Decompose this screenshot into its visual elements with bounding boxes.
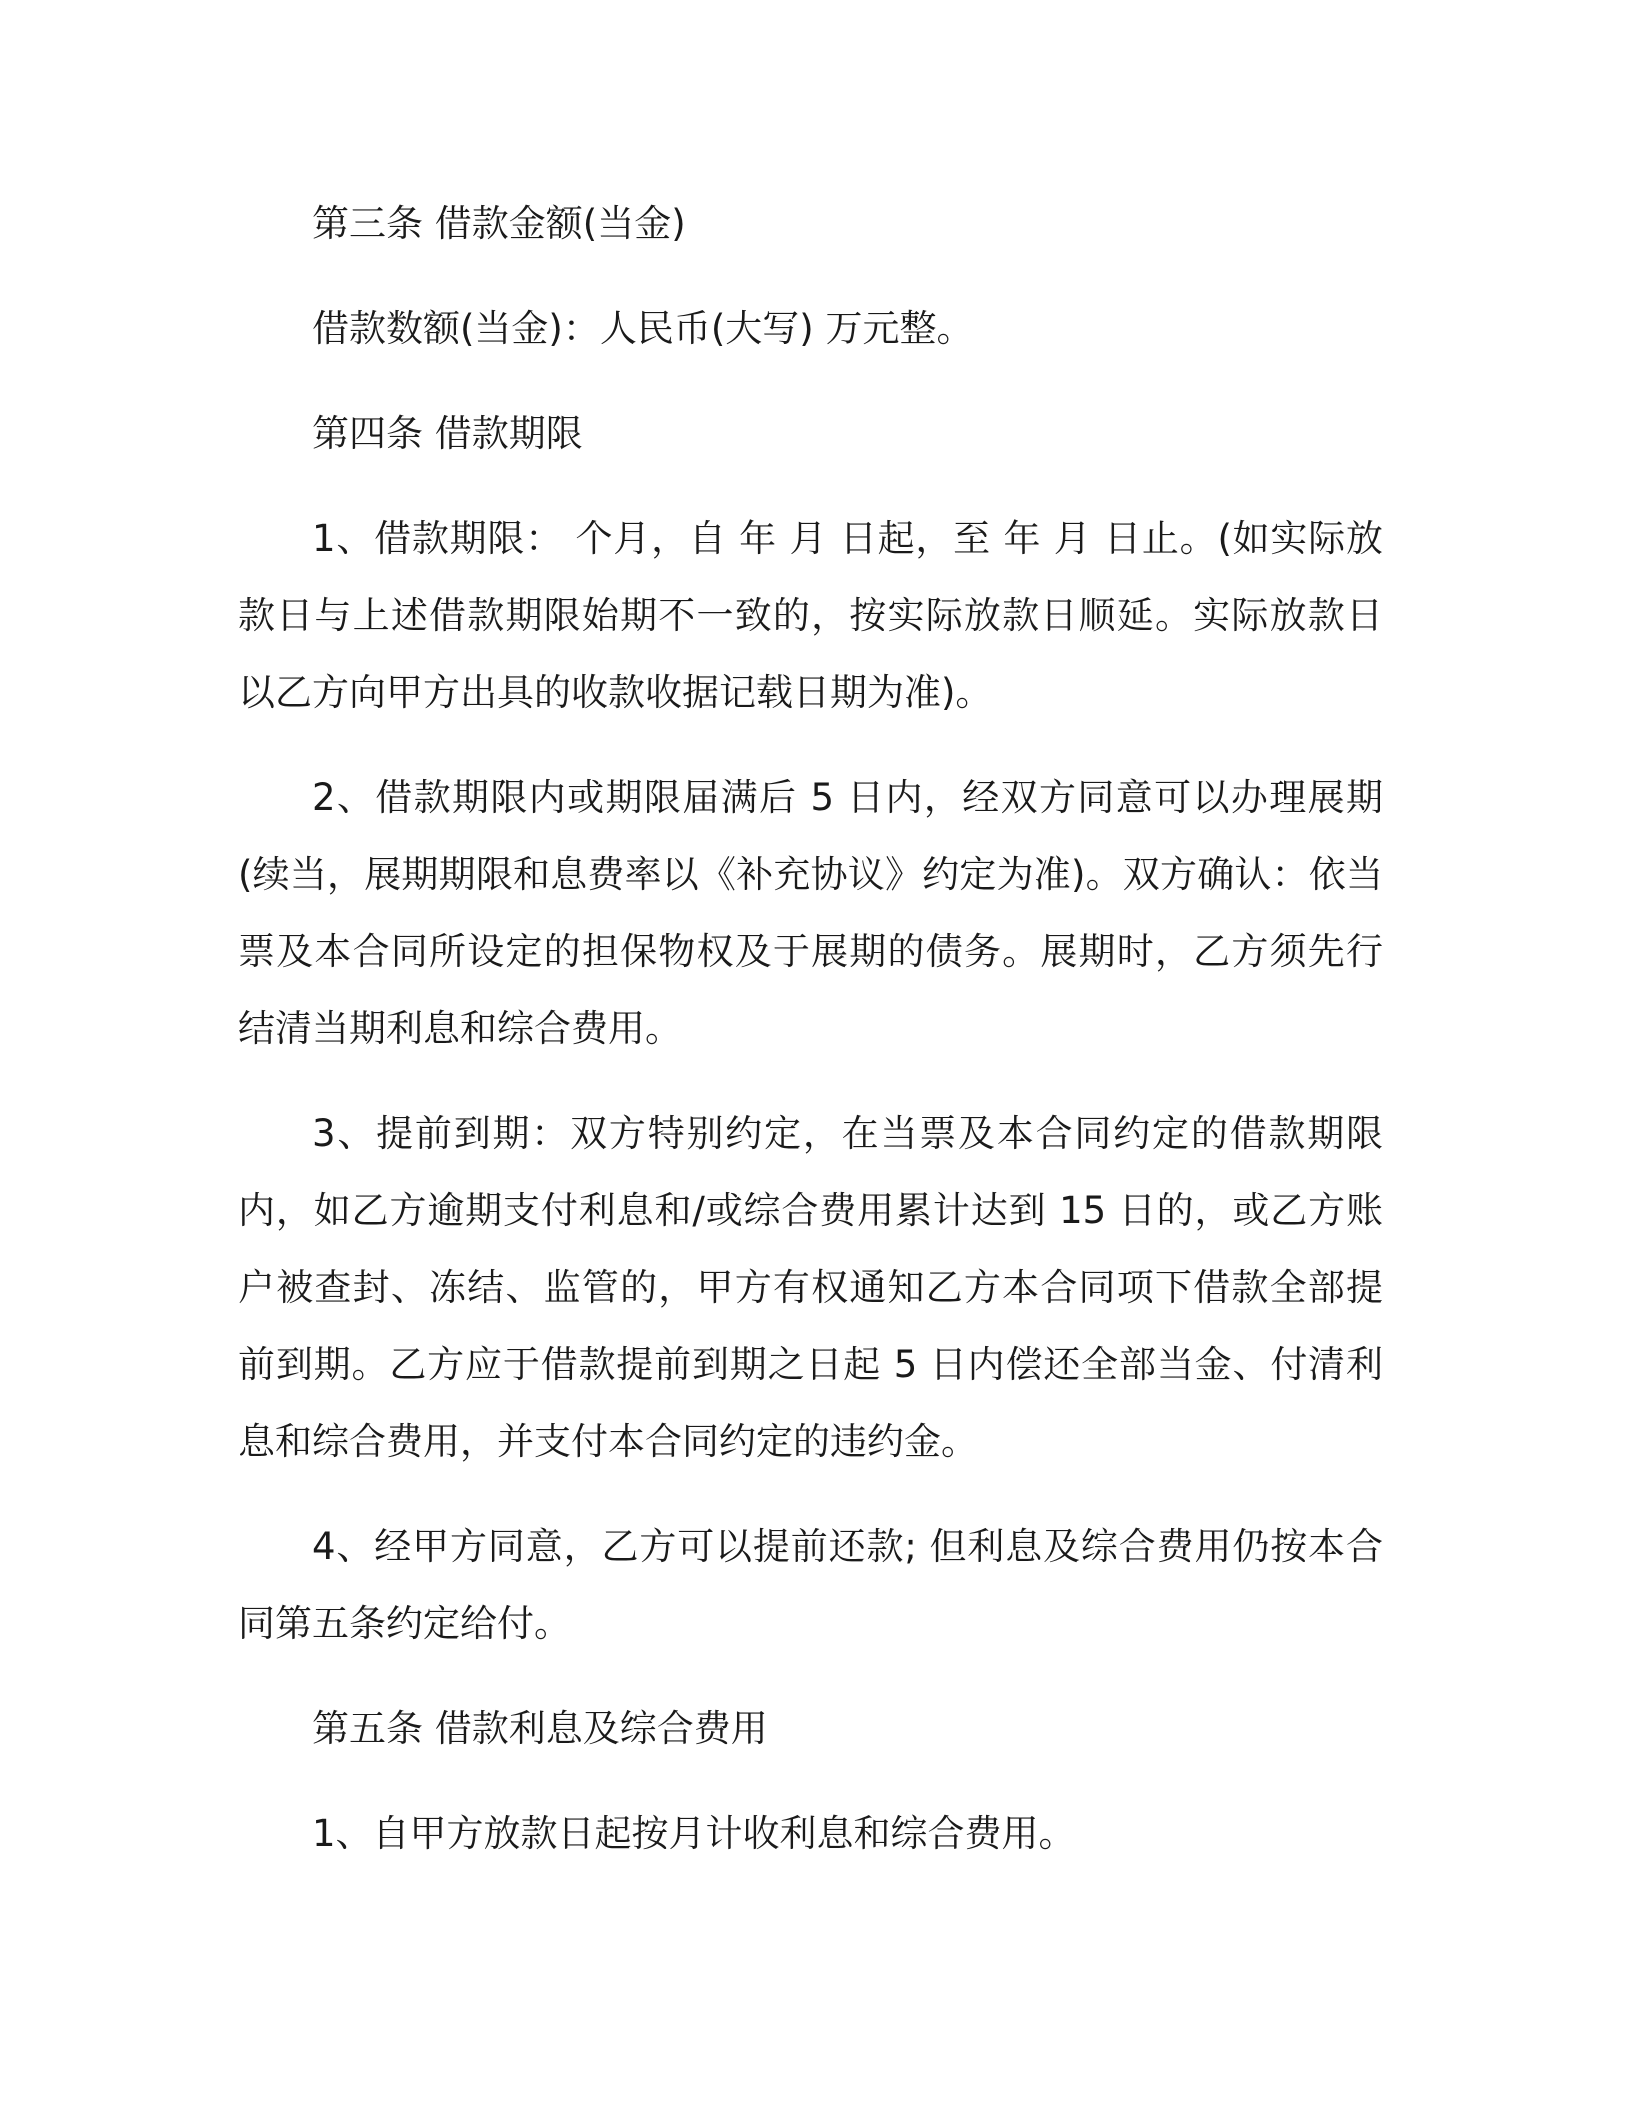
document-body — [238, 185, 1383, 1900]
interest-clause-1: 1、自甲方放款日起按月计收利息和综合费用。 — [312, 1812, 1076, 1855]
loan-term-clause-4: 4、经甲方同意，乙方可以提前还款; 但利息及综合费用仍按本合同第五条约定给付。 — [238, 1525, 1383, 1645]
article-4-heading: 第四条 借款期限 — [312, 412, 583, 455]
loan-amount-paragraph: 借款数额(当金)：人民币(大写) 万元整。 — [312, 307, 974, 350]
article-5-heading: 第五条 借款利息及综合费用 — [312, 1707, 768, 1750]
article-3-heading: 第三条 借款金额(当金) — [312, 202, 686, 245]
loan-term-clause-3: 3、提前到期：双方特别约定，在当票及本合同约定的借款期限内，如乙方逾期支付利息和/或综合费用累计达到 15 日的，或乙方账户被查封、冻结、监管的，甲方有权通知乙方本合同项下借款全部提前到期。乙方应于借款提前到期之日起 5 日内偿还全部当金、付清利息和综合费用，并支付本合同约定的违约金。 — [238, 1112, 1383, 1463]
loan-term-clause-1: 1、借款期限： 个月，自 年 月 日起，至 年 月 日止。(如实际放款日与上述借款期限始期不一致的，按实际放款日顺延。实际放款日以乙方向甲方出具的收款收据记载日期为准)。 — [238, 517, 1383, 714]
loan-term-clause-2: 2、借款期限内或期限届满后 5 日内，经双方同意可以办理展期(续当，展期期限和息费率以《补充协议》约定为准)。双方确认：依当票及本合同所设定的担保物权及于展期的债务。展期时，乙方须先行结清当期利息和综合费用。 — [238, 776, 1383, 1050]
